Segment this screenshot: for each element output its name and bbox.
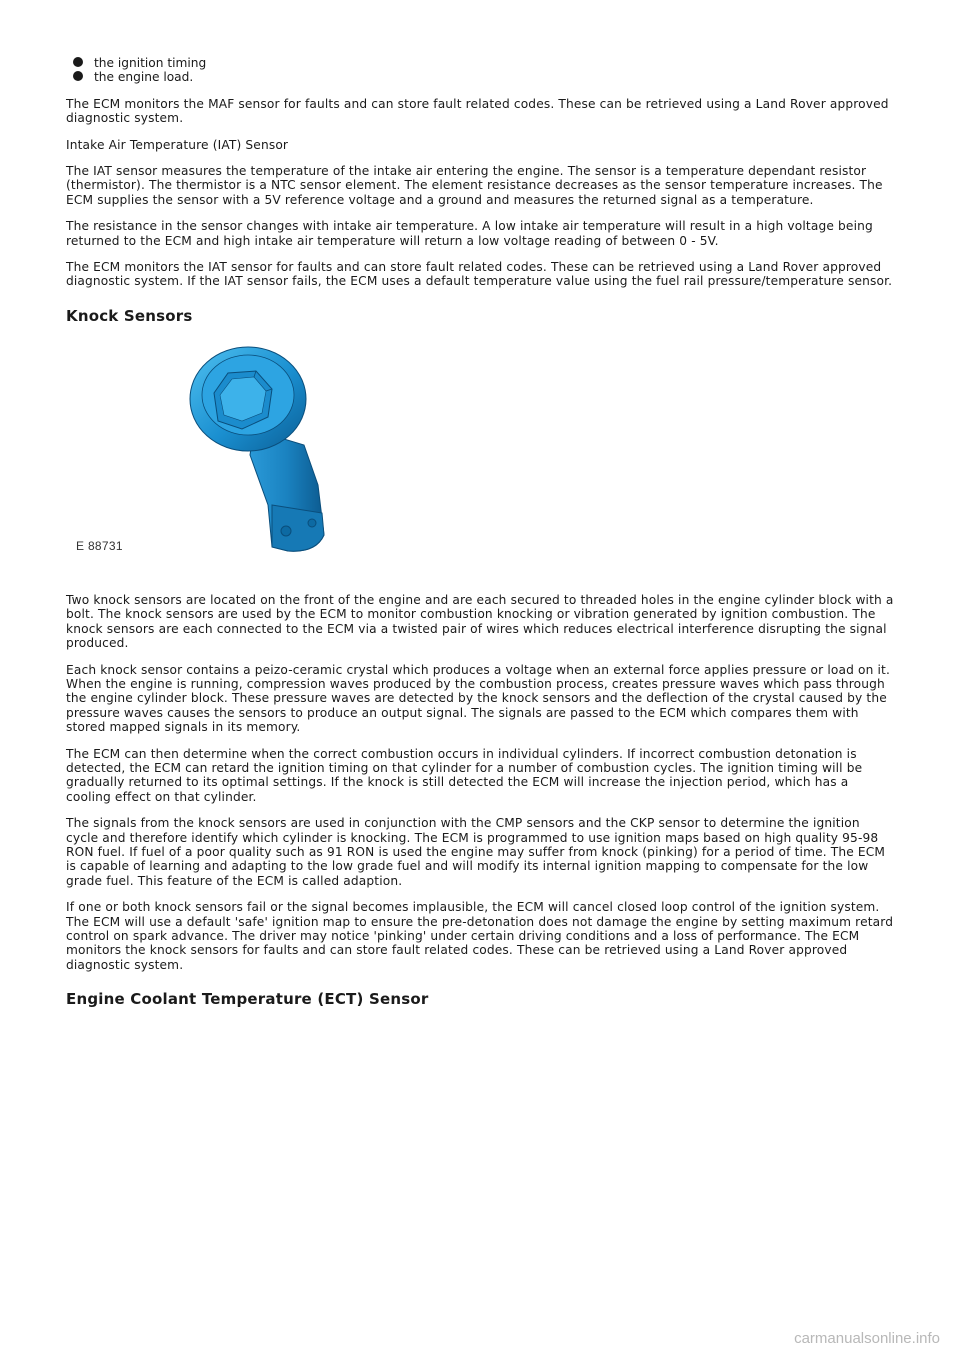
- knock-sensor-illustration: [184, 335, 334, 559]
- paragraph: The resistance in the sensor changes with intake air temperature. A low intake air temperature will result in a high voltage being returned to the ECM and high intake air temperature will return a low voltage reading of between 0 - 5V.: [66, 219, 873, 248]
- paragraph: Two knock sensors are located on the front of the engine and are each secured to threaded holes in the engine cylinder block with a bolt. The knock sensors are used by the ECM to monitor combustion knocking or vibration generated by ignition combustion. The knock sensors are each connected to the ECM via a twisted pair of wires which reduces electrical interference disrupting the signal produced.: [66, 592, 894, 651]
- bullet-item: the ignition timing: [94, 56, 896, 70]
- bullet-list: [66, 56, 896, 85]
- watermark: carmanualsonline.info: [794, 1329, 940, 1347]
- paragraph: The ECM can then determine when the correct combustion occurs in individual cylinders. If incorrect combustion detonation is detected, the ECM can retard the ignition timing on that cylinder for a number of combustion cycles. The ignition timing will be gradually returned to its optimal settings. If the knock is still detected the ECM will increase the injection period, which has a cooling effect on that cylinder.: [66, 746, 863, 804]
- paragraph: If one or both knock sensors fail or the signal becomes implausible, the ECM will cancel closed loop control of the ignition system. The ECM will use a default 'safe' ignition map to ensure the pre-detonation does not damage the engine by setting maximum retard control on spark advance. The driver may notice 'pinking' under certain driving conditions and a loss of performance. The ECM monitors the knock sensors for faults and can store fault related codes. These can be retrieved using a Land Rover approved diagnostic system.: [66, 900, 894, 972]
- paragraph: The ECM monitors the MAF sensor for faults and can store fault related codes. These can be retrieved using a Land Rover approved diagnostic system.: [66, 96, 889, 126]
- figure-caption: E 88731: [76, 538, 123, 553]
- knock-sensor-figure: [66, 335, 896, 571]
- bullet-item: the engine load.: [94, 70, 896, 84]
- paragraph: Each knock sensor contains a peizo-ceramic crystal which produces a voltage when an external force applies pressure or load on it. When the engine is running, compression waves produced by the combustion process, creates pressure waves which pass through the engine cylinder block. These pressure waves are detected by the knock sensors and the deflection of the crystal caused by the pressure waves causes the sensors to produce an output signal. The signals are passed to the ECM which compares them with stored mapped signals in its memory.: [66, 662, 890, 735]
- section-heading-ect-sensor: Engine Coolant Temperature (ECT) Sensor: [66, 990, 429, 1009]
- section-heading-knock-sensors: Knock Sensors: [66, 306, 193, 325]
- document-page: [66, 56, 896, 1018]
- paragraph: The IAT sensor measures the temperature of the intake air entering the engine. The sensor is a temperature dependant resistor (thermistor). The thermistor is a NTC sensor element. The element resistance decreases as the sensor temperature increases. The ECM supplies the sensor with a 5V reference voltage and a ground and measures the returned signal as a temperature.: [66, 164, 883, 207]
- paragraph: The ECM monitors the IAT sensor for faults and can store fault related codes. These can be retrieved using a Land Rover approved diagnostic system. If the IAT sensor fails, the ECM uses a default temperature value using the fuel rail pressure/temperature sensor.: [66, 260, 893, 289]
- paragraph: The signals from the knock sensors are used in conjunction with the CMP sensors and the CKP sensor to determine the ignition cycle and therefore identify which cylinder is knocking. The ECM is programmed to use ignition maps based on high quality 95-98 RON fuel. If fuel of a poor quality such as 91 RON is used the engine may suffer from knock (pinking) for a period of time. The ECM is capable of learning and adapting to the low grade fuel and will modify its internal ignition mapping to compensate for the low grade fuel. This feature of the ECM is called adaption.: [66, 816, 886, 888]
- subheading-iat: Intake Air Temperature (IAT) Sensor: [66, 137, 289, 152]
